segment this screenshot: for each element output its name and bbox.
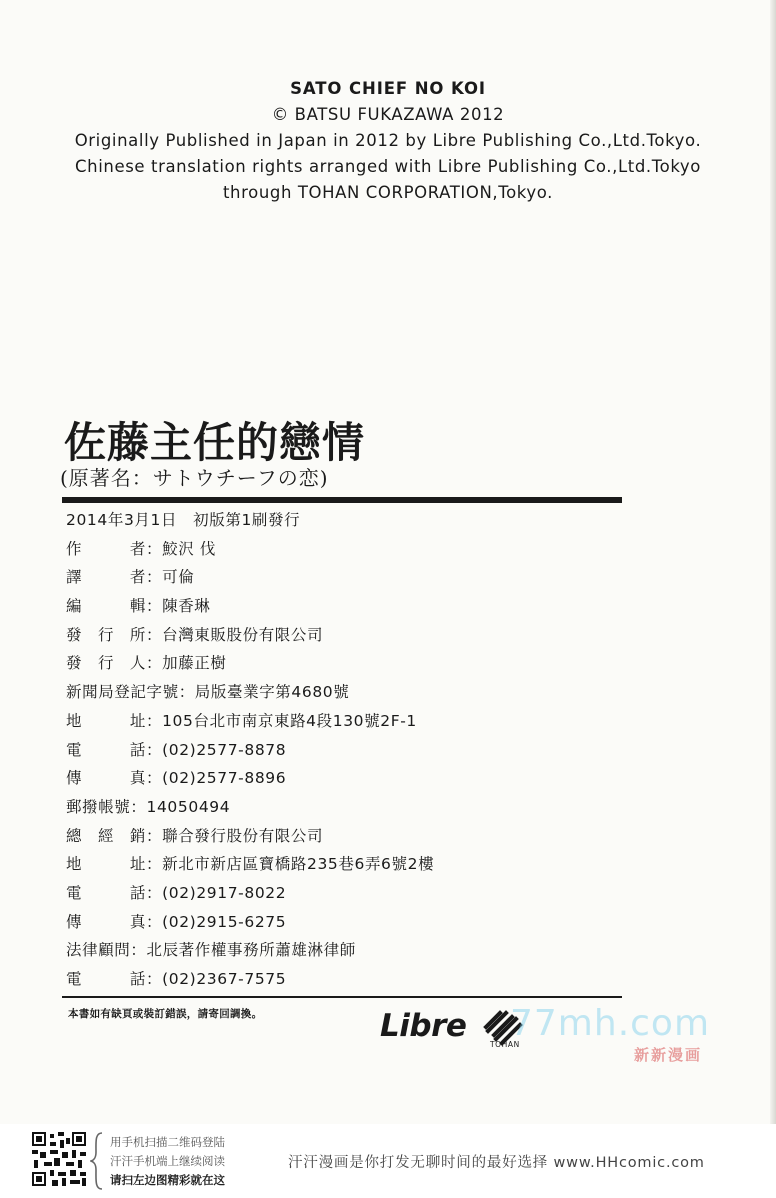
info-key: 發 行 人 bbox=[66, 654, 146, 673]
site-watermark-label: 新新漫画 bbox=[634, 1046, 703, 1064]
info-row bbox=[66, 822, 626, 851]
original-title-romaji: SATO CHIEF NO KOI bbox=[290, 79, 486, 98]
copyright-block bbox=[0, 76, 776, 206]
qr-code-icon[interactable] bbox=[32, 1132, 86, 1186]
info-row bbox=[66, 936, 626, 965]
info-row bbox=[66, 621, 626, 650]
info-bottom-rule bbox=[62, 996, 622, 998]
original-publication-line: Originally Published in Japan in 2012 by Libre Publishing Co.,Ltd.Tokyo. bbox=[74, 131, 702, 150]
info-key: 電 話 bbox=[66, 740, 146, 759]
info-key: 郵撥帳號 bbox=[66, 797, 131, 816]
info-value: ：(02)2367-7575 bbox=[146, 970, 287, 988]
info-value: ：(02)2915-6275 bbox=[146, 912, 287, 931]
footer-line: 汗汗手机端上继续阅读 bbox=[110, 1154, 225, 1168]
info-row bbox=[66, 649, 626, 678]
footer-line-highlight: 请扫左边图精彩就在这 bbox=[110, 1173, 225, 1187]
tohan-label: TOHAN bbox=[490, 1040, 520, 1049]
info-value: ：可倫 bbox=[146, 568, 195, 587]
info-value: ：鮫沢 伐 bbox=[146, 539, 216, 558]
info-key: 法律顧問 bbox=[66, 941, 131, 960]
info-key: 譯 者 bbox=[66, 568, 146, 587]
info-value: ：北辰著作權事務所蕭雄淋律師 bbox=[130, 941, 356, 960]
translation-rights-line: Chinese translation rights arranged with Libre Publishing Co.,Ltd.Tokyo bbox=[75, 157, 701, 176]
info-key: 電 話 bbox=[66, 970, 146, 988]
info-key: 發 行 所 bbox=[66, 625, 146, 644]
info-key: 新聞局登記字號 bbox=[66, 683, 179, 702]
footer-tagline[interactable]: 汗汗漫画是你打发无聊时间的最好选择 www.HHcomic.com bbox=[288, 1155, 705, 1171]
info-row bbox=[66, 965, 626, 994]
info-row bbox=[66, 563, 626, 592]
return-notice: 本書如有缺頁或裝訂錯誤，請寄回調換。 bbox=[68, 1008, 263, 1020]
info-row bbox=[66, 793, 626, 822]
info-key: 地 址 bbox=[66, 855, 146, 874]
info-value: ：陳香琳 bbox=[146, 597, 211, 616]
info-key: 傳 真 bbox=[66, 769, 146, 788]
info-row bbox=[66, 678, 626, 707]
brace-icon bbox=[90, 1132, 104, 1190]
info-row bbox=[66, 908, 626, 937]
info-row bbox=[66, 535, 626, 564]
info-row bbox=[66, 879, 626, 908]
info-row bbox=[66, 736, 626, 765]
footer-banner bbox=[0, 1124, 776, 1198]
info-key: 總 經 銷 bbox=[66, 826, 146, 845]
info-value: ：台灣東販股份有限公司 bbox=[146, 625, 324, 644]
libre-logo: Libre bbox=[380, 1008, 467, 1044]
title-rule bbox=[62, 497, 622, 503]
publication-info-list bbox=[66, 506, 626, 994]
info-value: ：加藤正樹 bbox=[146, 654, 227, 673]
info-value: ：(02)2917-8022 bbox=[146, 883, 287, 902]
footer-instructions bbox=[110, 1133, 225, 1190]
copyright-notice: © BATSU FUKAZAWA 2012 bbox=[271, 105, 505, 124]
info-key: 2014年3月1日 初版第1刷發行 bbox=[66, 511, 301, 529]
info-key: 編 輯 bbox=[66, 597, 146, 616]
info-row bbox=[66, 592, 626, 621]
info-key: 電 話 bbox=[66, 883, 146, 902]
info-value: ：(02)2577-8896 bbox=[146, 769, 287, 788]
info-value: ：新北市新店區寶橋路235巷6弄6號2樓 bbox=[146, 855, 435, 874]
info-value: ：14050494 bbox=[130, 797, 231, 816]
info-value: ：聯合發行股份有限公司 bbox=[146, 826, 324, 845]
agency-line: through TOHAN CORPORATION,Tokyo. bbox=[222, 183, 553, 202]
footer-line: 用手机扫描二维码登陆 bbox=[110, 1135, 225, 1149]
info-key: 傳 真 bbox=[66, 912, 146, 931]
site-watermark: 77mh.com bbox=[510, 1003, 711, 1044]
info-row bbox=[66, 850, 626, 879]
original-title: (原著名：サトウチーフの恋) bbox=[60, 466, 329, 490]
info-value: ：局版臺業字第4680號 bbox=[178, 683, 350, 702]
info-value: ：105台北市南京東路4段130號2F-1 bbox=[146, 711, 417, 730]
info-row bbox=[66, 506, 626, 535]
info-key: 作 者 bbox=[66, 539, 146, 558]
info-value: ：(02)2577-8878 bbox=[146, 740, 287, 759]
book-title: 佐藤主任的戀情 bbox=[64, 418, 366, 467]
info-key: 地 址 bbox=[66, 711, 146, 730]
info-row bbox=[66, 707, 626, 736]
info-row bbox=[66, 764, 626, 793]
